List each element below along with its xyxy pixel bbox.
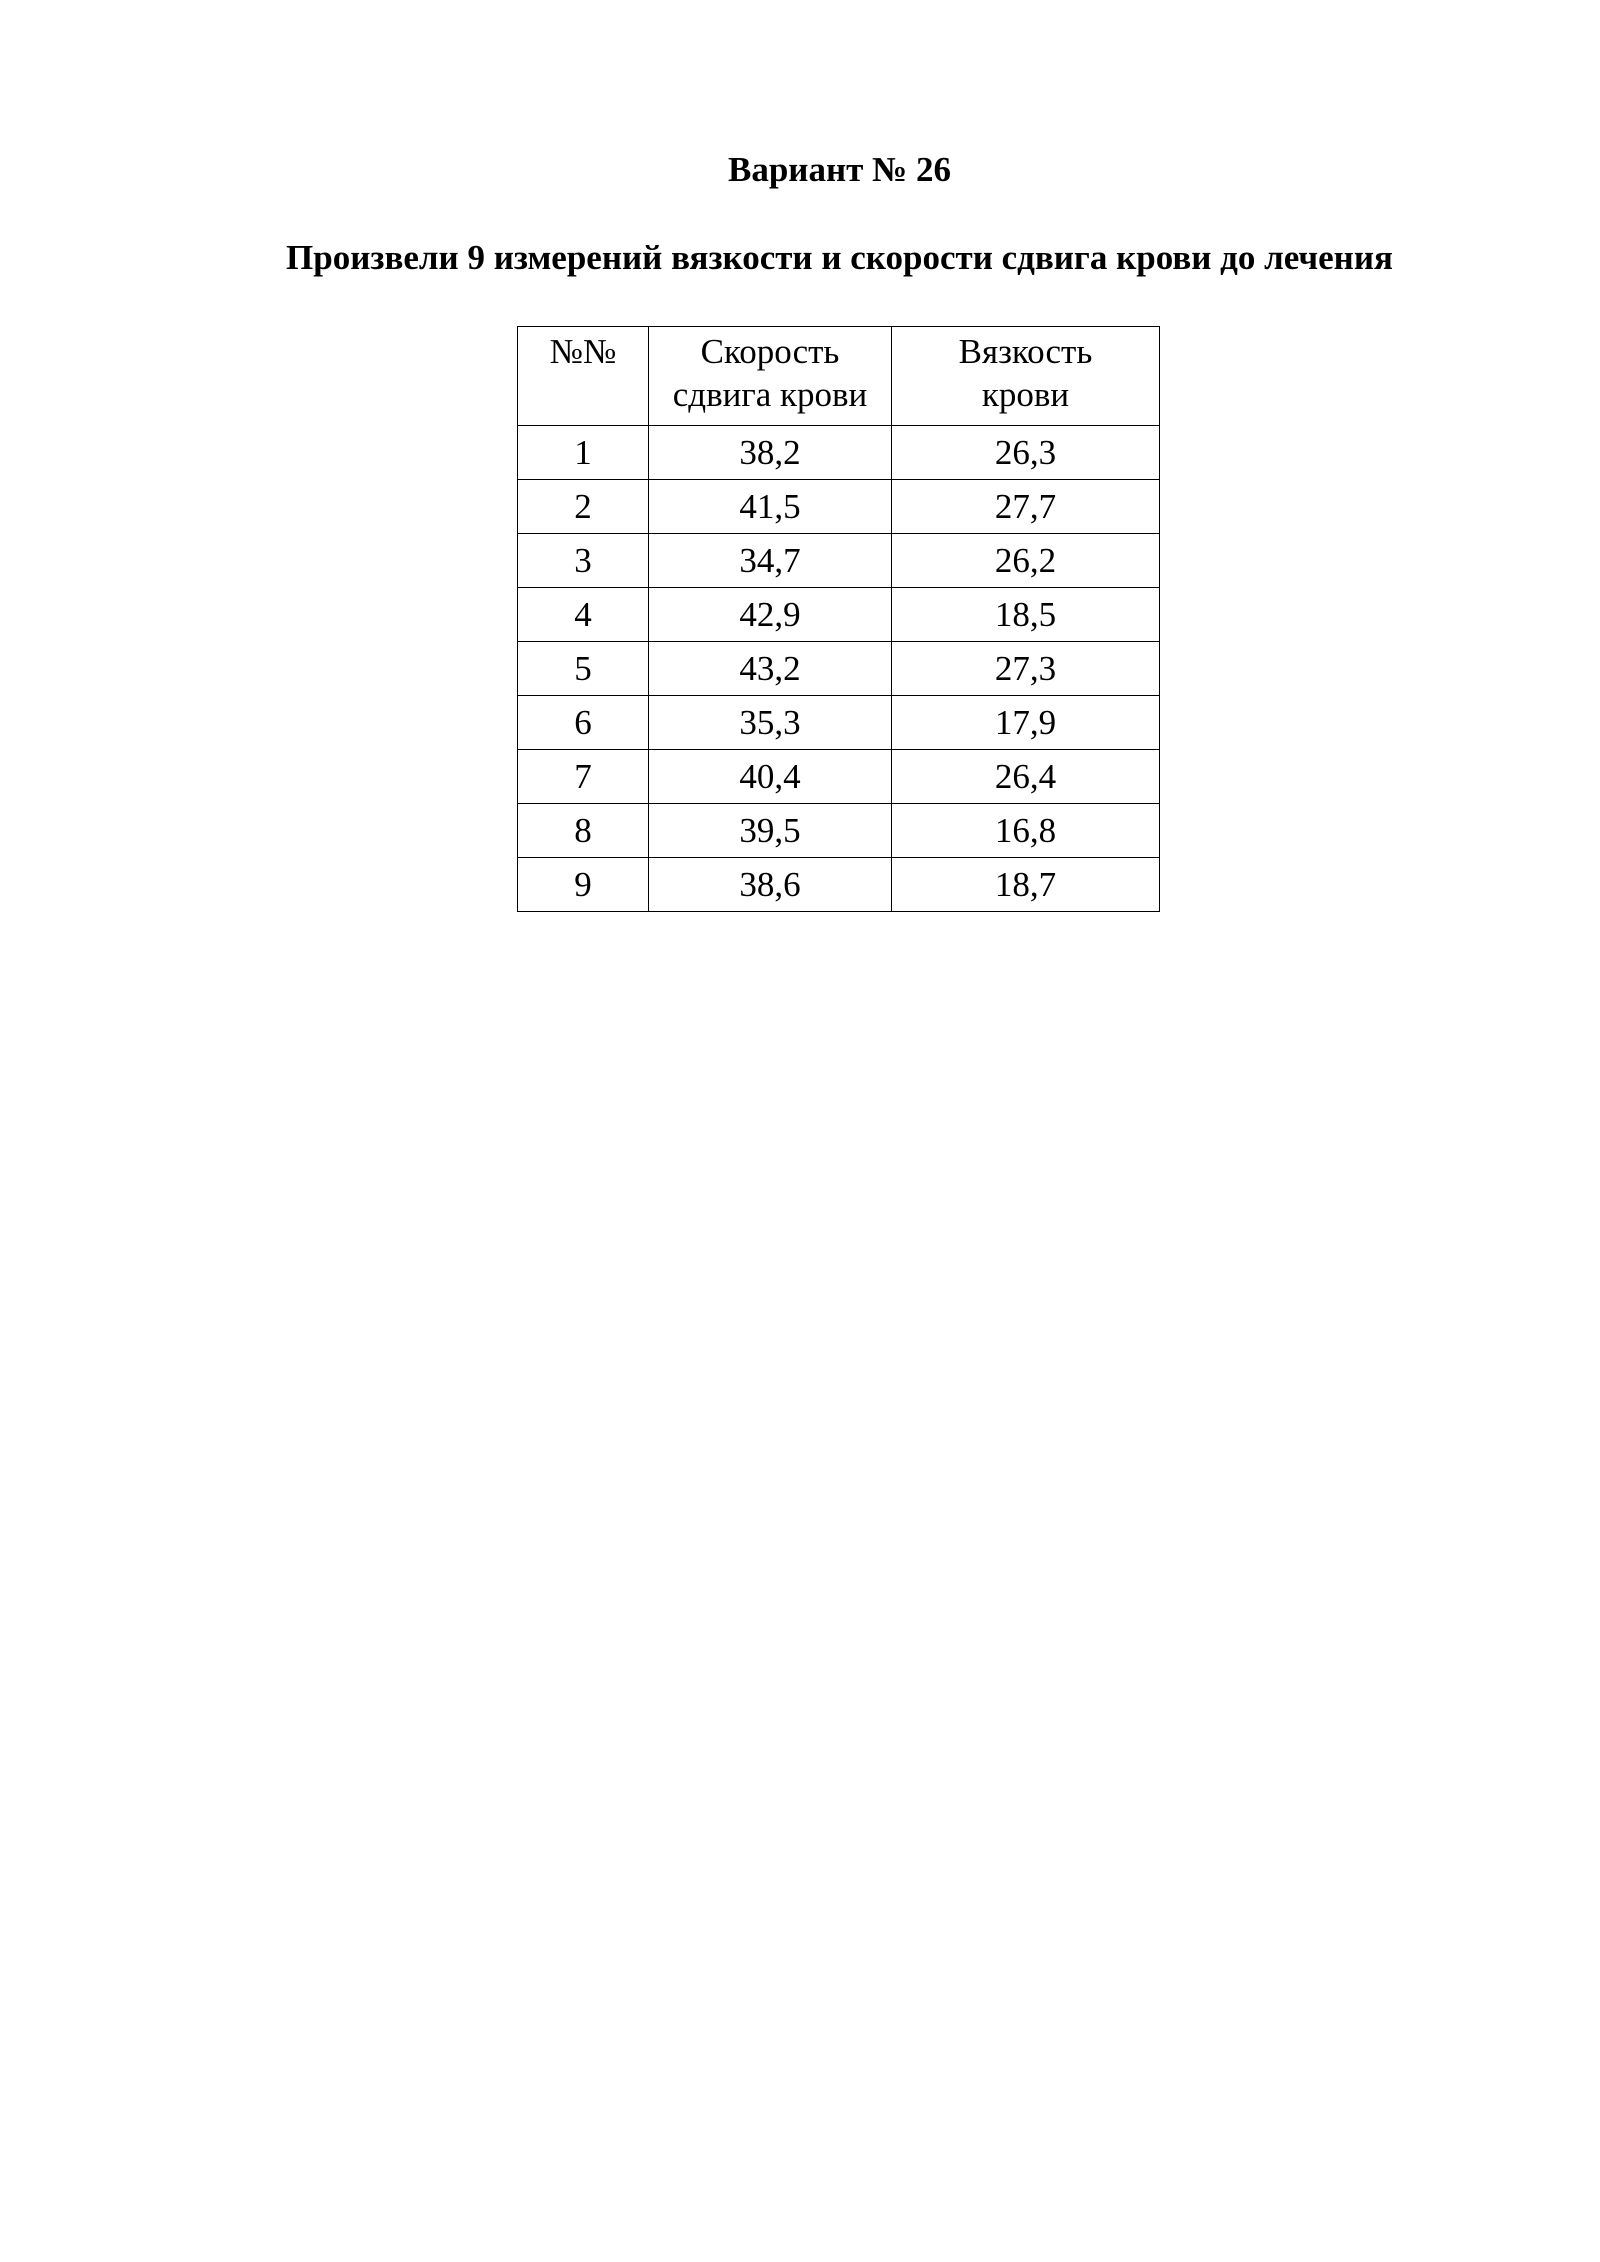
cell-viscosity: 27,7 xyxy=(892,480,1160,534)
cell-num: 7 xyxy=(518,750,649,804)
header-shear-rate-line-2: сдвига крови xyxy=(672,375,868,414)
table-row xyxy=(518,858,1160,912)
cell-viscosity: 26,2 xyxy=(892,534,1160,588)
cell-viscosity: 17,9 xyxy=(892,696,1160,750)
cell-viscosity: 26,3 xyxy=(892,426,1160,480)
cell-viscosity: 27,3 xyxy=(892,642,1160,696)
header-shear-rate xyxy=(649,327,892,426)
cell-num: 3 xyxy=(518,534,649,588)
table-header-row xyxy=(518,327,1160,426)
header-viscosity-line-2: крови xyxy=(981,375,1070,414)
header-viscosity xyxy=(892,327,1160,426)
table-row xyxy=(518,642,1160,696)
header-viscosity-line-1: Вязкость xyxy=(958,332,1093,371)
cell-num: 2 xyxy=(518,480,649,534)
table-row xyxy=(518,534,1160,588)
cell-viscosity: 26,4 xyxy=(892,750,1160,804)
cell-num: 6 xyxy=(518,696,649,750)
table-row xyxy=(518,480,1160,534)
cell-shear-rate: 34,7 xyxy=(649,534,892,588)
page-subtitle: Произвели 9 измерений вязкости и скорости сдвига крови до лечения xyxy=(286,238,1393,277)
cell-shear-rate: 38,2 xyxy=(649,426,892,480)
cell-num: 8 xyxy=(518,804,649,858)
cell-viscosity: 18,7 xyxy=(892,858,1160,912)
cell-num: 9 xyxy=(518,858,649,912)
cell-shear-rate: 40,4 xyxy=(649,750,892,804)
cell-shear-rate: 35,3 xyxy=(649,696,892,750)
cell-shear-rate: 42,9 xyxy=(649,588,892,642)
cell-num: 1 xyxy=(518,426,649,480)
cell-num: 4 xyxy=(518,588,649,642)
cell-shear-rate: 39,5 xyxy=(649,804,892,858)
cell-shear-rate: 43,2 xyxy=(649,642,892,696)
table-row xyxy=(518,588,1160,642)
measurements-table xyxy=(517,326,1160,912)
cell-viscosity: 16,8 xyxy=(892,804,1160,858)
header-shear-rate-line-1: Скорость xyxy=(700,332,840,371)
table-row xyxy=(518,750,1160,804)
table-row xyxy=(518,804,1160,858)
header-num-line: №№ xyxy=(549,332,617,371)
cell-viscosity: 18,5 xyxy=(892,588,1160,642)
header-num xyxy=(518,327,649,426)
table-row xyxy=(518,426,1160,480)
cell-num: 5 xyxy=(518,642,649,696)
cell-shear-rate: 41,5 xyxy=(649,480,892,534)
page-title: Вариант № 26 xyxy=(727,150,951,189)
table-row xyxy=(518,696,1160,750)
cell-shear-rate: 38,6 xyxy=(649,858,892,912)
